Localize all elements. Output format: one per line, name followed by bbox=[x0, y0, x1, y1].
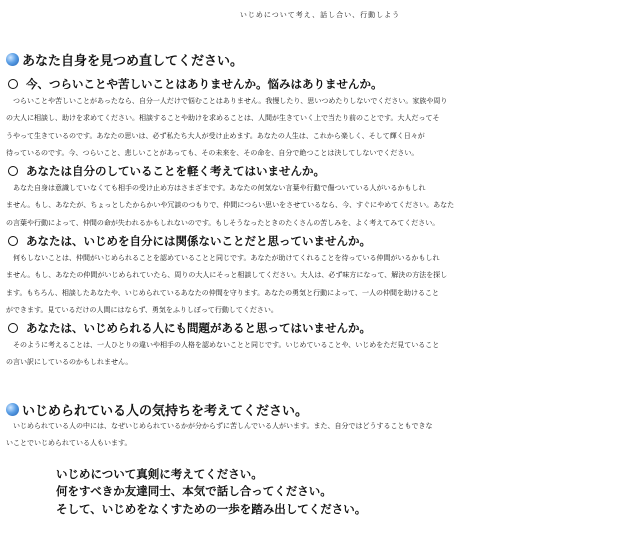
paragraph-line: の言い訳にしているのかもしれません。 bbox=[6, 358, 133, 367]
question-4 bbox=[8, 320, 371, 336]
paragraph-line: つらいことや苦しいことがあったなら、自分一人だけで悩むことはありません。我慢したり、思いつめたりしないでください。家族や周り bbox=[6, 97, 448, 105]
circle-bullet-icon bbox=[8, 166, 18, 176]
paragraph-1 bbox=[6, 93, 636, 162]
closing-message bbox=[56, 466, 366, 518]
question-2 bbox=[8, 163, 325, 179]
paragraph-line: 待っているのです。今、つらいこと、悲しいことがあっても、その未来を、その命を、自分で絶つことは決してしないでください。 bbox=[6, 148, 419, 157]
paragraph-section2 bbox=[6, 418, 636, 453]
paragraph-line: いじめられている人の中には、なぜいじめられているかが分からずに苦しんでいる人がいます。また、自分ではどうすることもできな bbox=[6, 422, 433, 430]
paragraph-line: 何もしないことは、仲間がいじめられることを認めていることと同じです。あなたが助けてくれることを待っている仲間がいるかもしれ bbox=[6, 254, 440, 262]
section1-heading-text: あなた自身を見つめ直してください。 bbox=[22, 54, 244, 69]
paragraph-line: あなた自身は意識していなくても相手の受け止め方はさまざまです。あなたの何気ない言葉や行動で傷ついている人がいるかもしれ bbox=[6, 184, 426, 192]
circle-bullet-icon bbox=[8, 236, 18, 246]
closing-line: いじめについて真剣に考えてください。 bbox=[56, 467, 263, 481]
bullet-orb-icon bbox=[6, 403, 19, 416]
paragraph-line: ます。もちろん、相談したあなたや、いじめられているあなたの仲間を守ります。あなたの勇気と行動によって、一人の仲間を助けること bbox=[6, 288, 440, 297]
paragraph-line: ができます。見ているだけの人間にはならず、勇気をふりしぼって行動してください。 bbox=[6, 305, 278, 314]
closing-line: 何をすべきか友達同士、本気で話し合ってください。 bbox=[56, 484, 332, 499]
paragraph-line: の言葉や行動によって、仲間の命が失われるかもしれないのです。もしそうなったときのたくさんの苦しみを、よく考えてみてください。 bbox=[6, 218, 440, 227]
paragraph-line: うやって生きているのです。あなたの思いは、必ず私たち大人が受け止めます。あなたの人生は、これから楽しく、そして輝く日々が bbox=[6, 131, 425, 140]
question-1 bbox=[8, 76, 383, 92]
paragraph-line: ません。もし、あなたが、ちょっとしたからかいや冗談のつもりで、仲間につらい思いをさせているなら、今、すぐにやめてください。あなた bbox=[6, 201, 455, 210]
closing-line: そして、いじめをなくすための一歩を踏み出してください。 bbox=[56, 501, 367, 516]
question-4-text: あなたは、いじめられる人にも問題があると思ってはいませんか。 bbox=[26, 321, 371, 335]
paragraph-line: の大人に相談し、助けを求めてください。相談することや助けを求めることは、人間が生きていく上で当たり前のことです。大人だってそ bbox=[6, 114, 440, 123]
circle-bullet-icon bbox=[8, 79, 18, 89]
section1-heading bbox=[6, 50, 243, 69]
paragraph-line: そのように考えることは、一人ひとりの違いや相手の人格を認めないことと同じです。いじめていることや、いじめをただ見ていること bbox=[6, 341, 440, 349]
page-title: いじめについて考え、話し合い、行動しよう bbox=[239, 11, 401, 19]
question-2-text: あなたは自分のしていることを軽く考えてはいませんか。 bbox=[26, 164, 325, 178]
paragraph-line: いことでいじめられている人もいます。 bbox=[6, 439, 132, 448]
section2-heading bbox=[6, 400, 308, 419]
circle-bullet-icon bbox=[8, 323, 18, 333]
paragraph-2 bbox=[6, 180, 636, 232]
bullet-orb-icon bbox=[6, 53, 19, 66]
paragraph-3 bbox=[6, 250, 636, 319]
question-1-text: 今、つらいことや苦しいことはありませんか。悩みはありませんか。 bbox=[26, 77, 383, 91]
paragraph-line: ません。もし、あなたの仲間がいじめられていたら、周りの大人にそっと相談してください。大人は、必ず味方になって、解決の方法を探し bbox=[6, 271, 448, 280]
question-3-text: あなたは、いじめを自分には関係ないことだと思っていませんか。 bbox=[26, 234, 371, 248]
section2-heading-text: いじめられている人の気持ちを考えてください。 bbox=[22, 404, 309, 419]
question-3 bbox=[8, 233, 371, 249]
paragraph-4 bbox=[6, 337, 636, 372]
